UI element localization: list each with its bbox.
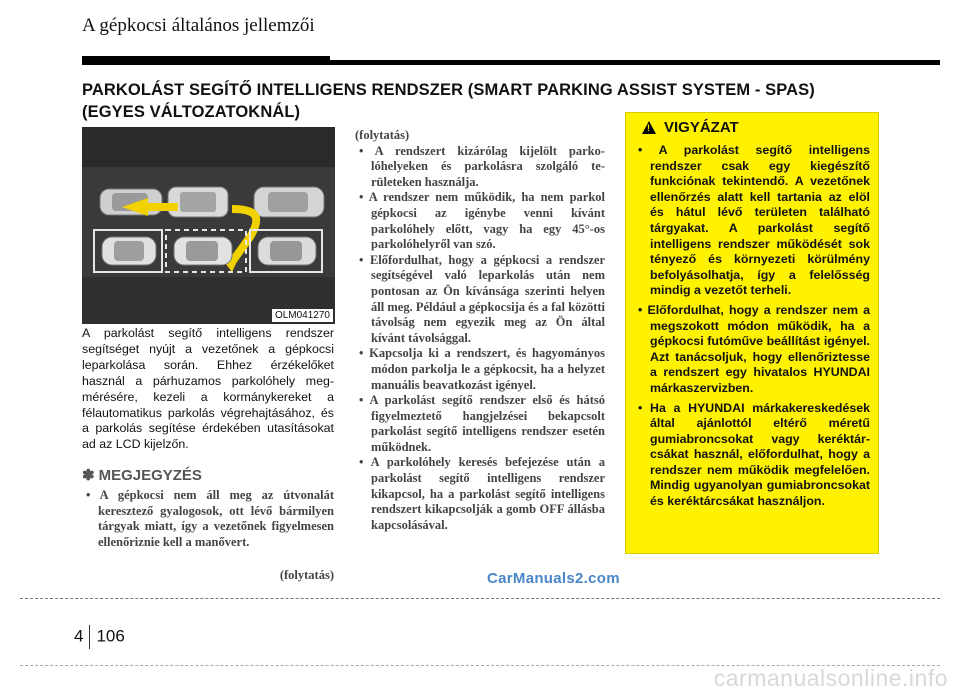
note-item: • A gépkocsi nem áll meg az útvonalát keresztező gyalogosok, ott lévő bármilyen tárgyak miatt, így a vezetőnek figyelmesen ellenőriznie kell a manővert. [86, 488, 334, 549]
caution-list [634, 143, 870, 514]
footer-watermark: carmanualsonline.info [713, 665, 948, 691]
note-list [82, 488, 334, 550]
list-item: • Előfordulhat, hogy a gépkocsi a rendszer segítségével való leparkolás után nem pontosan az Ön kívánsága szerinti helyen áll meg. Például a gépkocsija és a fal közötti távolság nem egyezik meg az Ön által kívánt távolsággal. [359, 252, 605, 345]
list-item: • A rendszert kizárólag kijelölt parkolóhelyeken és parkolásra szolgáló területeken használja. [359, 143, 605, 189]
header-rule [82, 60, 940, 65]
note-symbol: ✽ [82, 467, 95, 484]
section-header: A gépkocsi általános jellemzői [82, 15, 315, 36]
watermark-link[interactable]: CarManuals2.com [487, 570, 620, 587]
caution-item: • Előfordulhat, hogy a rendszer nem a megszokott módon működik, ha a gépkocsi futóműve beállítást igényel. Azt tanácsoljuk, hogy ellenőriztesse a rendszert egy hivatalos HYUNDAI márkaszervizben. [638, 302, 870, 395]
list-item: • Kapcsolja ki a rendszert, és hagyományos módon parkolja le a gépkocsit, ha a helyzet manuális beavatkozást igényel. [359, 346, 605, 392]
middle-list [355, 144, 605, 534]
intro-paragraph: A parkolást segítő intelligens rendszer segítséget nyújt a vezetőnek a gépkocsi leparkolása során. Ehhez érzékelőket használ a párhuzamos parkolóhely megmérésére, kezeli a kormánykereket a félautomatikus parkolás végrehajtásához, és a parkolás segítése érdekében utasításokat ad az LCD kijelzőn. [82, 326, 334, 452]
list-item: • A rendszer nem működik, ha nem parkol gépkocsi az igénybe venni kívánt parkolóhely előtt, vagy ha egy 45°-os parkolóhelyről van szó. [359, 190, 605, 252]
list-item: • A parkolóhely keresés befejezése után a parkolást segítő intelligens rendszer kikapcsol, ha a parkolást segítő intelligens rendszert kikapcsolják a gomb OFF állásba kapcsolásával. [359, 455, 605, 532]
chapter-number: 4 [74, 626, 84, 646]
note-continued: (folytatás) [279, 568, 334, 582]
page-number-value: 106 [96, 626, 125, 646]
page-separator [89, 625, 90, 649]
caution-box [625, 112, 879, 554]
note-heading-text: MEGJEGYZÉS [98, 467, 202, 484]
title-line-2: (EGYES VÁLTOZATOKNÁL) [82, 103, 301, 121]
page-number [74, 625, 125, 649]
parking-scene-image [82, 127, 335, 324]
caution-heading-text: VIGYÁZAT [664, 119, 739, 136]
note-heading [82, 466, 202, 484]
caution-heading [642, 119, 739, 136]
title-line-1: PARKOLÁST SEGÍTŐ INTELLIGENS RENDSZER (SMART PARKING ASSIST SYSTEM - SPAS) [82, 81, 815, 99]
middle-column [355, 128, 605, 533]
list-item: • A parkolást segítő rendszer első és hátsó figyelmeztető hangjelzései bekapcsolt parkolást segítő intelligens rendszer esetén működnek. [359, 393, 606, 454]
caution-item: • A parkolást segítő intelligens rendszer csak egy kiegészítő funkciónak tekintendő. A vezetőnek ellenőrzés alatt kell tartania az elöl és hátul lévő területen található tárgyakat. A parkolást segítő intelligens rendszer működését sok tényező és környezeti körülmény befolyásolhatja, így a felelősség mindig a vezetőt terheli. [638, 143, 870, 298]
figure-code: OLM041270 [272, 309, 333, 322]
footer-divider [20, 598, 940, 599]
warning-triangle-icon: ! [642, 121, 656, 134]
caution-item: • Ha a HYUNDAI márkakereskedések által ajánlottól eltérő méretű gumiabroncsokat vagy keréktárcsákat használ, előfordulhat, hogy a rendszer nem működik megfelelően. Mindig ugyanolyan gumiabroncsokat és keréktárcsákat használjon. [638, 400, 871, 509]
middle-continued-heading: (folytatás) [355, 128, 410, 142]
parking-illustration [82, 127, 335, 324]
